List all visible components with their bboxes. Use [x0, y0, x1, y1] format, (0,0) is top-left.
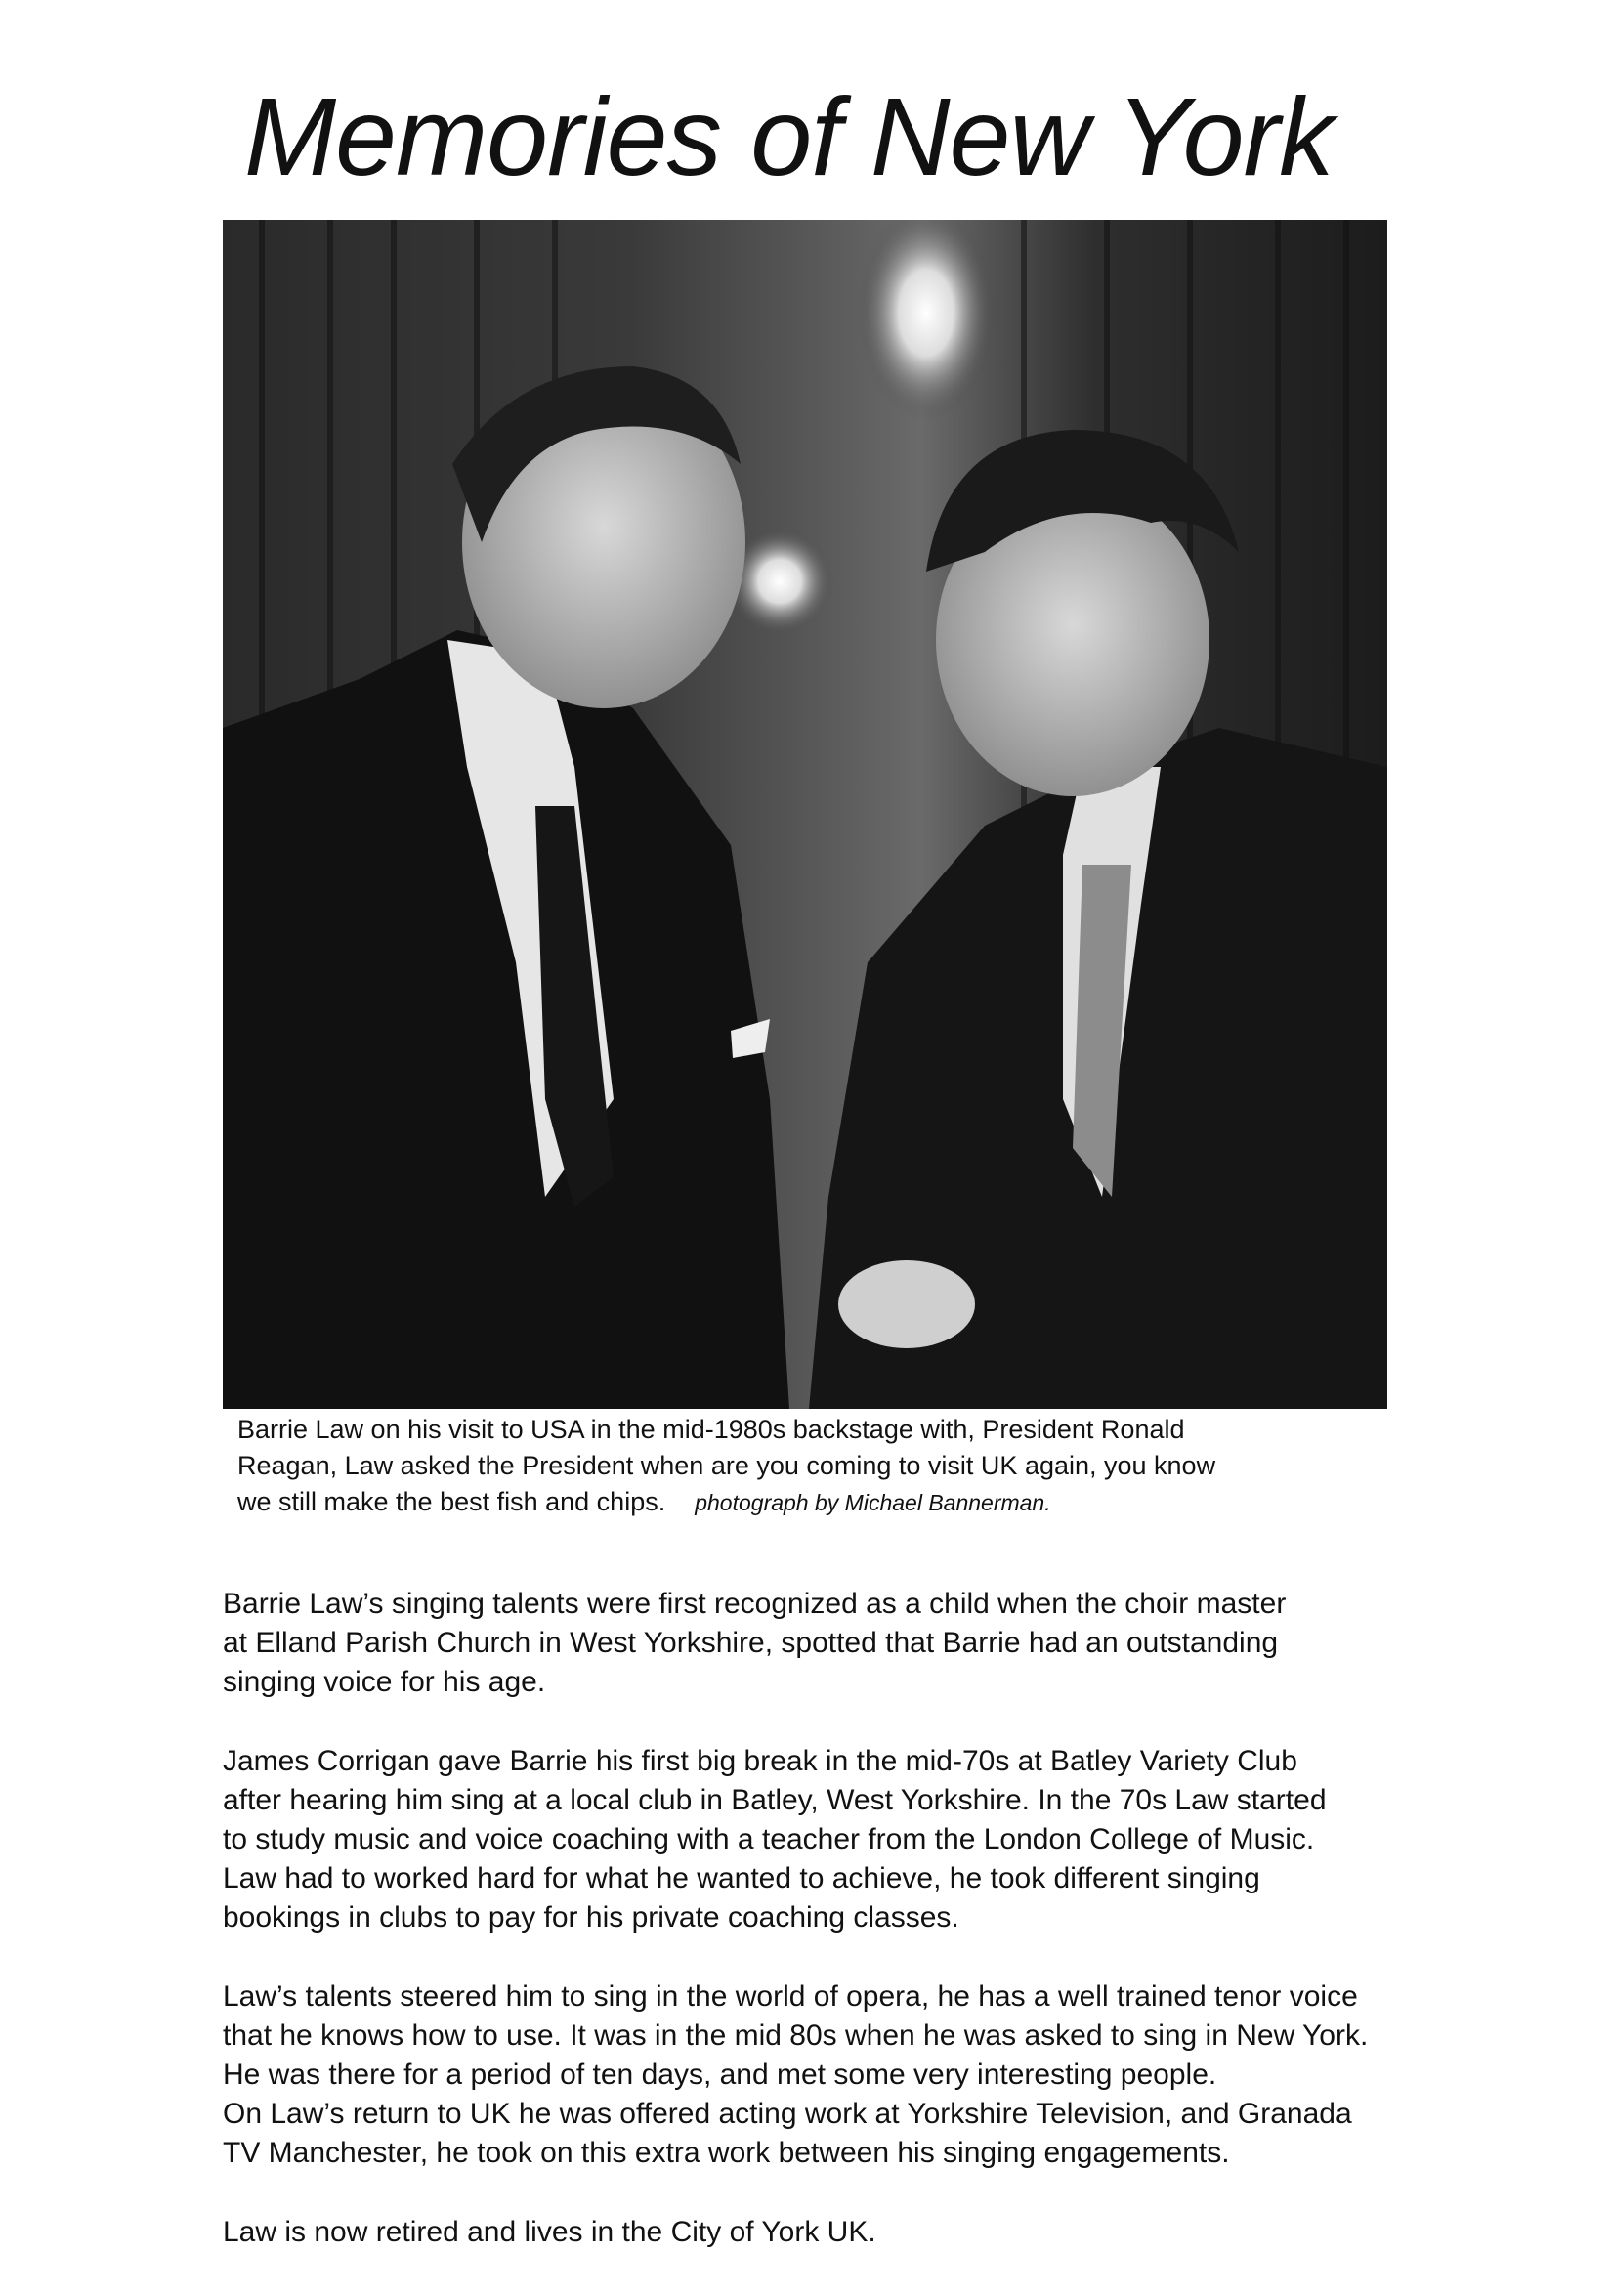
page-title: Memories of New York: [244, 75, 1334, 198]
photo-caption: [237, 1412, 1390, 1521]
backstage-photograph: [223, 220, 1387, 1409]
caption-text: Barrie Law on his visit to USA in the mid-1980s backstage with, President Ronald Reagan, Law asked the President when are you coming to visit UK again, you know we still make the best fish and chips.: [237, 1415, 1216, 1516]
photo-credit: photograph by Michael Bannerman.: [695, 1490, 1051, 1515]
article-paragraph: Barrie Law’s singing talents were first recognized as a child when the choir master at Elland Parish Church in West Yorkshire, spotted that Barrie had an outstanding singing voice for his age.: [223, 1588, 1287, 1698]
photograph-image: [223, 220, 1387, 1409]
article-body: [223, 1585, 1581, 2292]
article-paragraph: Law’s talents steered him to sing in the world of opera, he has a well trained tenor voice that he knows how to use. It was in the mid 80s when he was asked to sing in New York. He was there for a period of ten days, and met some very interesting people. On Law’s return to UK he was offered acting work at Yorkshire Television, and Granada TV Manchester, he took on this extra work between his singing engagements.: [223, 1980, 1369, 2169]
article-paragraph: Law is now retired and lives in the City of York UK.: [223, 2216, 876, 2248]
article-paragraph: James Corrigan gave Barrie his first big break in the mid-70s at Batley Variety Club after hearing him sing at a local club in Batley, West Yorkshire. In the 70s Law started to study music and voice coaching with a teacher from the London College of Music. Law had to worked hard for what he wanted to achieve, he took different singing bookings in clubs to pay for his private coaching classes.: [223, 1745, 1327, 1934]
